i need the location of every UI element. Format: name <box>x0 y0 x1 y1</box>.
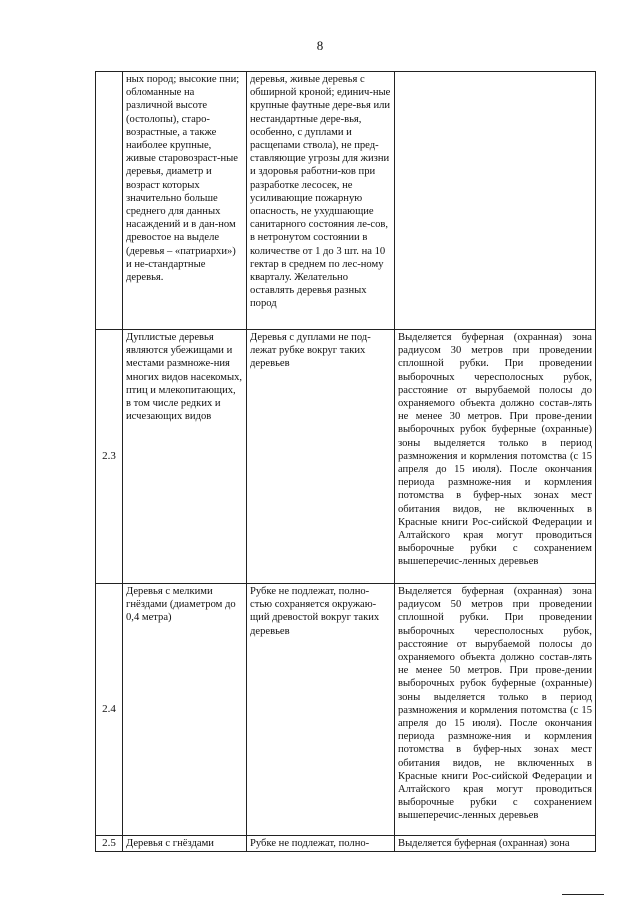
object-cell: Деревья с гнёздами <box>123 836 247 852</box>
zone-cell: Выделяется буферная (охранная) зона радиусом 50 метров при проведении сплошной рубки. При проведении выборочных чересполосных рубок, расстояние от вырубаемой полосы до охраняемого объекта должно состав-лять не менее 50 метров. При прове-дении выборочных рубок буферные (охранные) зоны выделяется только в период размножения и кормления потомства (с 15 апреля до 15 июля). После окончания периода размноже-ния и кормления потомства в буфер-ных зонах мест обитания видов, не включенных в Красные книги Рос-сийской Федерации и Алтайского края могут проводиться выборочные рубки с сохранением вышеперечис-ленных деревьев <box>395 584 596 836</box>
row-number: 2.3 <box>96 330 123 584</box>
table-row <box>96 330 596 584</box>
rules-table <box>95 71 596 852</box>
rule-cell: деревья, живые деревья с обширной кроной; единич-ные крупные фаутные дере-вья или нестандартные дере-вья, особенно, с дуплами и расщепами ствола), не пред-ставляющие угрозы для жизни и здоровья работни-ков при разработке лесосек, не усиливающие пожарную опасность, не ухудшающие санитарного состояния ле-сов, в нетронутом состоянии в количестве от 1 до 3 шт. на 10 гектар в среднем по лес-ному кварталу. Желательно оставлять деревья разных пород <box>247 72 395 330</box>
row-number: 2.4 <box>96 584 123 836</box>
footer-rule <box>562 894 604 895</box>
object-cell: ных пород; высокие пни; обломанные на различной высоте (остолопы), старо-возрастные, а также наиболее крупные, живые старовозраст-ные деревья, диаметр и возраст которых значительно больше среднего для данных насаждений и в дан-ном древостое на выделе (деревья – «патриархи») и не-стандартные деревья. <box>123 72 247 330</box>
zone-cell <box>395 72 596 330</box>
page-number: 8 <box>316 38 324 53</box>
rule-cell: Рубке не подлежат, полно- <box>247 836 395 852</box>
row-number <box>96 72 123 330</box>
rule-cell: Рубке не подлежат, полно-стью сохраняется окружаю-щий древостой вокруг таких деревьев <box>247 584 395 836</box>
table-row <box>96 584 596 836</box>
rule-cell: Деревья с дуплами не под-лежат рубке вокруг таких деревьев <box>247 330 395 584</box>
zone-cell: Выделяется буферная (охранная) зона <box>395 836 596 852</box>
table-row <box>96 836 596 852</box>
object-cell: Деревья с мелкими гнёздами (диаметром до 0,4 метра) <box>123 584 247 836</box>
zone-cell: Выделяется буферная (охранная) зона радиусом 30 метров при проведении сплошной рубки. При проведении выборочных чересполосных рубок, расстояние от вырубаемой полосы до охраняемого объекта должно состав-лять не менее 30 метров. При прове-дении выборочных рубок буферные (охранные) зоны выделяется только в период размножения и кормления потомства (с 15 апреля до 15 июля). После окончания периода размноже-ния и кормления потомства в буфер-ных зонах мест обитания видов, не включенных в Красные книги Рос-сийской Федерации и Алтайского края могут проводиться выборочные рубки с сохранением вышеперечис-ленных деревьев <box>395 330 596 584</box>
table-row <box>96 72 596 330</box>
row-number: 2.5 <box>96 836 123 852</box>
object-cell: Дуплистые деревья являются убежищами и местами размноже-ния многих видов насекомых, птиц и млекопитающих, в том числе редких и исчезающих видов <box>123 330 247 584</box>
